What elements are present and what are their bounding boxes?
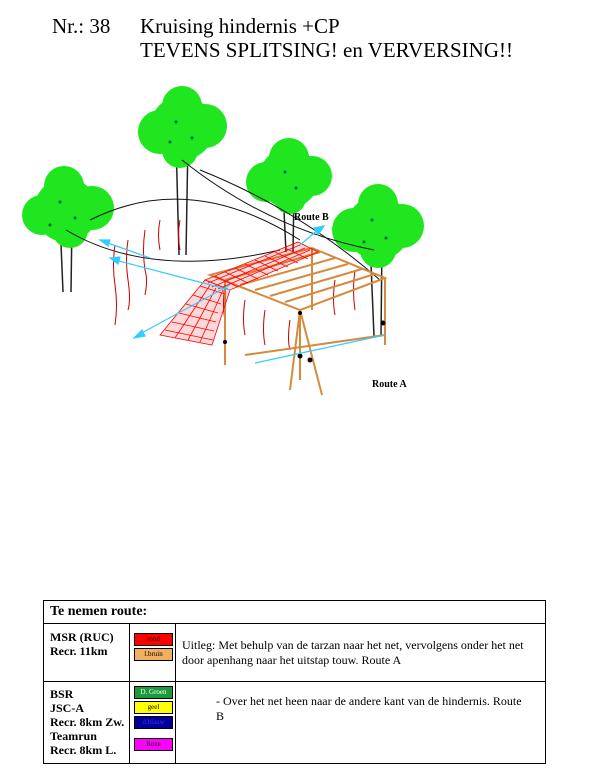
- route-row-b-description: - Over het net heen naar de andere kant van de hindernis. Route B: [216, 694, 522, 723]
- route-row-b-colors: [130, 682, 176, 764]
- route-name: BSR: [50, 687, 74, 701]
- route-name: Teamrun: [50, 729, 97, 743]
- color-swatch-pink: Roze: [134, 738, 173, 751]
- route-name: MSR (RUC): [50, 630, 114, 644]
- tree-canopy-2: [138, 86, 227, 168]
- route-row-b: [44, 682, 545, 764]
- route-name: JSC-A: [50, 701, 85, 715]
- route-row-a-description: Uitleg: Met behulp van de tarzan naar het net, vervolgens onder het net door apenhang naar het uitstap touw. Route A: [182, 638, 524, 667]
- routes-table-heading: Te nemen route:: [44, 601, 545, 624]
- color-swatch-dark-blue: d.blauw: [134, 716, 173, 729]
- route-name: Recr. 8km L.: [50, 743, 117, 757]
- title-line-1: Kruising hindernis +CP: [140, 14, 340, 38]
- routes-table: [43, 600, 546, 764]
- obstacle-title: [140, 14, 513, 62]
- obstacle-illustration: [0, 80, 596, 410]
- color-swatch-red: rood: [134, 633, 173, 646]
- route-row-a-colors: [130, 624, 176, 681]
- obstacle-number: Nr.: 38: [52, 14, 111, 38]
- tree-canopy-4: [332, 184, 424, 268]
- tree-canopy-1: [22, 166, 114, 248]
- route-row-b-names: [44, 682, 130, 764]
- tree-canopy-3: [246, 138, 332, 214]
- title-line-2: TEVENS SPLITSING! en VERVERSING!!: [140, 38, 513, 62]
- color-swatch-yellow: geel: [134, 701, 173, 714]
- route-a-label: Route A: [372, 379, 407, 390]
- route-row-a: [44, 624, 545, 682]
- color-swatch-dark-green: D. Groen: [134, 686, 173, 699]
- route-b-label: Route B: [294, 212, 329, 223]
- route-name: Recr. 11km: [50, 644, 108, 658]
- route-name: Recr. 8km Zw.: [50, 715, 125, 729]
- color-swatch-light-brown: l.bruin: [134, 648, 173, 661]
- route-row-a-names: [44, 624, 130, 681]
